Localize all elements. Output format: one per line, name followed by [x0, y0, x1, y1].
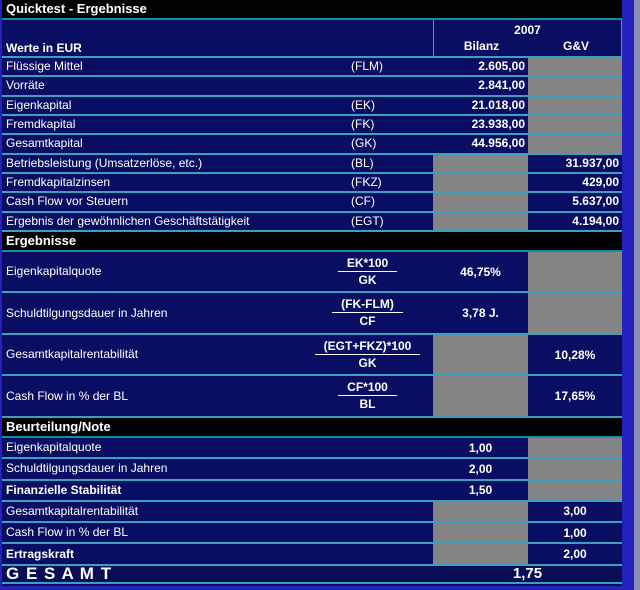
value-row-3: [2, 116, 622, 135]
gv-value-cell: 10,28%: [554, 347, 596, 362]
row-label: Eigenkapital: [6, 97, 72, 112]
gv-blocked-cell: [528, 58, 622, 75]
row-code: (GK): [351, 136, 377, 151]
gv-value-cell[interactable]: 31.937,00: [565, 155, 619, 170]
value-row-8: [2, 213, 622, 232]
bilanz-blocked-cell: [433, 174, 528, 191]
ergebnis-row-3: [2, 376, 622, 418]
beurteilung-section-bar: [2, 418, 622, 438]
gv-blocked-cell: [528, 438, 622, 457]
gv-value-cell: 17,65%: [554, 389, 596, 404]
column-header-row: [2, 20, 622, 58]
ergebnisse-section: [2, 252, 622, 418]
ergebnis-row-2: [2, 335, 622, 377]
formula-fraction: [332, 298, 403, 328]
bilanz-value-cell[interactable]: 2.605,00: [478, 59, 525, 73]
formula-denominator: GK: [358, 355, 377, 370]
bilanz-blocked-cell: [433, 523, 528, 542]
row-code: (FKZ): [351, 174, 382, 189]
report-title: Quicktest - Ergebnisse: [6, 1, 147, 16]
gv-blocked-cell: [528, 459, 622, 478]
formula-cell: [302, 293, 433, 333]
value-row-4: [2, 135, 622, 154]
row-code: (FK): [351, 116, 375, 131]
gv-blocked-cell: [528, 97, 622, 114]
note-row-1: [2, 459, 622, 480]
ergebnisse-section-bar: [2, 232, 622, 252]
note-row-2: [2, 481, 622, 502]
bilanz-blocked-cell: [433, 193, 528, 210]
bilanz-blocked-cell: [433, 376, 528, 416]
ergebnis-row-0: [2, 252, 622, 294]
formula-fraction: [338, 381, 397, 411]
formula-cell: [302, 252, 433, 292]
bilanz-blocked-cell: [433, 335, 528, 375]
gv-blocked-cell: [528, 77, 622, 94]
gv-blocked-cell: [528, 293, 622, 333]
row-label: Betriebsleistung (Umsatzerlöse, etc.): [6, 155, 203, 170]
value-row-6: [2, 174, 622, 193]
row-code: (EGT): [351, 213, 384, 228]
gv-blocked-cell: [528, 252, 622, 292]
bilanz-value-cell[interactable]: 44.956,00: [471, 136, 525, 151]
formula-cell: [302, 335, 433, 375]
formula-numerator: EK*100: [338, 257, 397, 272]
report-title-bar: [2, 0, 622, 20]
row-label: Gesamtkapitalrentabilität: [6, 347, 139, 362]
row-label: Flüssige Mittel: [6, 59, 83, 73]
formula-denominator: CF: [359, 314, 376, 329]
worksheet-area: [2, 0, 622, 586]
value-row-1: [2, 77, 622, 96]
value-row-7: [2, 193, 622, 212]
bilanz-value-cell: 46,75%: [460, 264, 501, 279]
value-row-0: [2, 58, 622, 77]
value-row-2: [2, 97, 622, 116]
gv-value-cell: 1,00: [563, 525, 587, 540]
gv-blocked-cell: [528, 135, 622, 152]
bilanz-column-header: Bilanz: [463, 39, 500, 53]
row-label: Schuldtilgungsdauer in Jahren: [6, 305, 168, 320]
row-label: Gesamtkapital: [6, 136, 83, 151]
row-label: Eigenkapitalquote: [6, 264, 102, 279]
bilanz-value-cell[interactable]: 2.841,00: [478, 78, 525, 93]
row-label: Gesamtkapitalrentabilität: [6, 503, 139, 518]
note-row-4: [2, 523, 622, 544]
row-label: Schuldtilgungsdauer in Jahren: [6, 461, 168, 476]
formula-denominator: GK: [358, 272, 377, 287]
row-label: Fremdkapitalzinsen: [6, 174, 111, 189]
beurteilung-section-title: Beurteilung/Note: [6, 418, 111, 434]
row-label: Cash Flow in % der BL: [6, 525, 129, 540]
formula-numerator: (FK-FLM): [332, 298, 403, 313]
gv-blocked-cell: [528, 481, 622, 500]
gv-value-cell[interactable]: 4.194,00: [572, 213, 619, 228]
gv-value-cell: 2,00: [563, 547, 587, 562]
note-row-0: [2, 438, 622, 459]
year-header: 2007: [514, 23, 541, 37]
row-label: Fremdkapital: [6, 116, 76, 131]
formula-numerator: CF*100: [338, 381, 397, 396]
ergebnis-row-1: [2, 293, 622, 335]
row-label: Cash Flow vor Steuern: [6, 194, 129, 209]
row-code: (EK): [351, 97, 375, 112]
gv-value-cell[interactable]: 429,00: [582, 174, 619, 189]
bilanz-value-cell: 1,50: [468, 483, 493, 498]
row-label: Eigenkapitalquote: [6, 440, 102, 455]
formula-fraction: [338, 257, 397, 287]
formula-denominator: BL: [359, 397, 376, 412]
bilanz-value-cell: 1,00: [468, 440, 493, 455]
werte-in-eur-label: Werte in EUR: [6, 41, 82, 55]
row-code: (FLM): [351, 59, 383, 73]
note-row-5: [2, 544, 622, 565]
row-label: Cash Flow in % der BL: [6, 388, 129, 403]
formula-fraction: [315, 340, 421, 370]
bilanz-blocked-cell: [433, 502, 528, 521]
bilanz-value-cell[interactable]: 23.938,00: [471, 116, 525, 131]
input-values-section: [2, 58, 622, 232]
ergebnisse-section-title: Ergebnisse: [6, 232, 77, 248]
bilanz-blocked-cell: [433, 213, 528, 230]
row-code: (CF): [351, 194, 375, 209]
bilanz-blocked-cell: [433, 155, 528, 172]
gv-value-cell: 3,00: [563, 504, 587, 519]
row-label: Vorräte: [6, 78, 45, 93]
gv-column-header: G&V: [562, 39, 589, 53]
row-label: Finanzielle Stabilität: [6, 482, 122, 497]
value-row-5: [2, 155, 622, 174]
row-code: [348, 77, 433, 94]
gesamt-row: [2, 566, 622, 584]
gv-value-cell[interactable]: 5.637,00: [572, 194, 619, 209]
bilanz-value-cell: 3,78 J.: [462, 306, 499, 321]
gesamt-value: 1,75: [512, 565, 543, 582]
window-edge: [634, 0, 640, 590]
formula-numerator: (EGT+FKZ)*100: [315, 340, 421, 355]
year-column-block: [433, 20, 622, 56]
gesamt-label: G E S A M T: [6, 565, 113, 582]
row-label: Ergebnis der gewöhnlichen Geschäftstätigkeit: [6, 213, 250, 228]
gv-blocked-cell: [528, 116, 622, 133]
note-row-3: [2, 502, 622, 523]
bilanz-blocked-cell: [433, 544, 528, 563]
row-label: Ertragskraft: [6, 546, 75, 561]
beurteilung-section: [2, 438, 622, 566]
bilanz-value-cell: 2,00: [468, 461, 493, 476]
row-code: (BL): [351, 155, 374, 170]
formula-cell: [302, 376, 433, 416]
bilanz-value-cell[interactable]: 21.018,00: [471, 97, 525, 112]
